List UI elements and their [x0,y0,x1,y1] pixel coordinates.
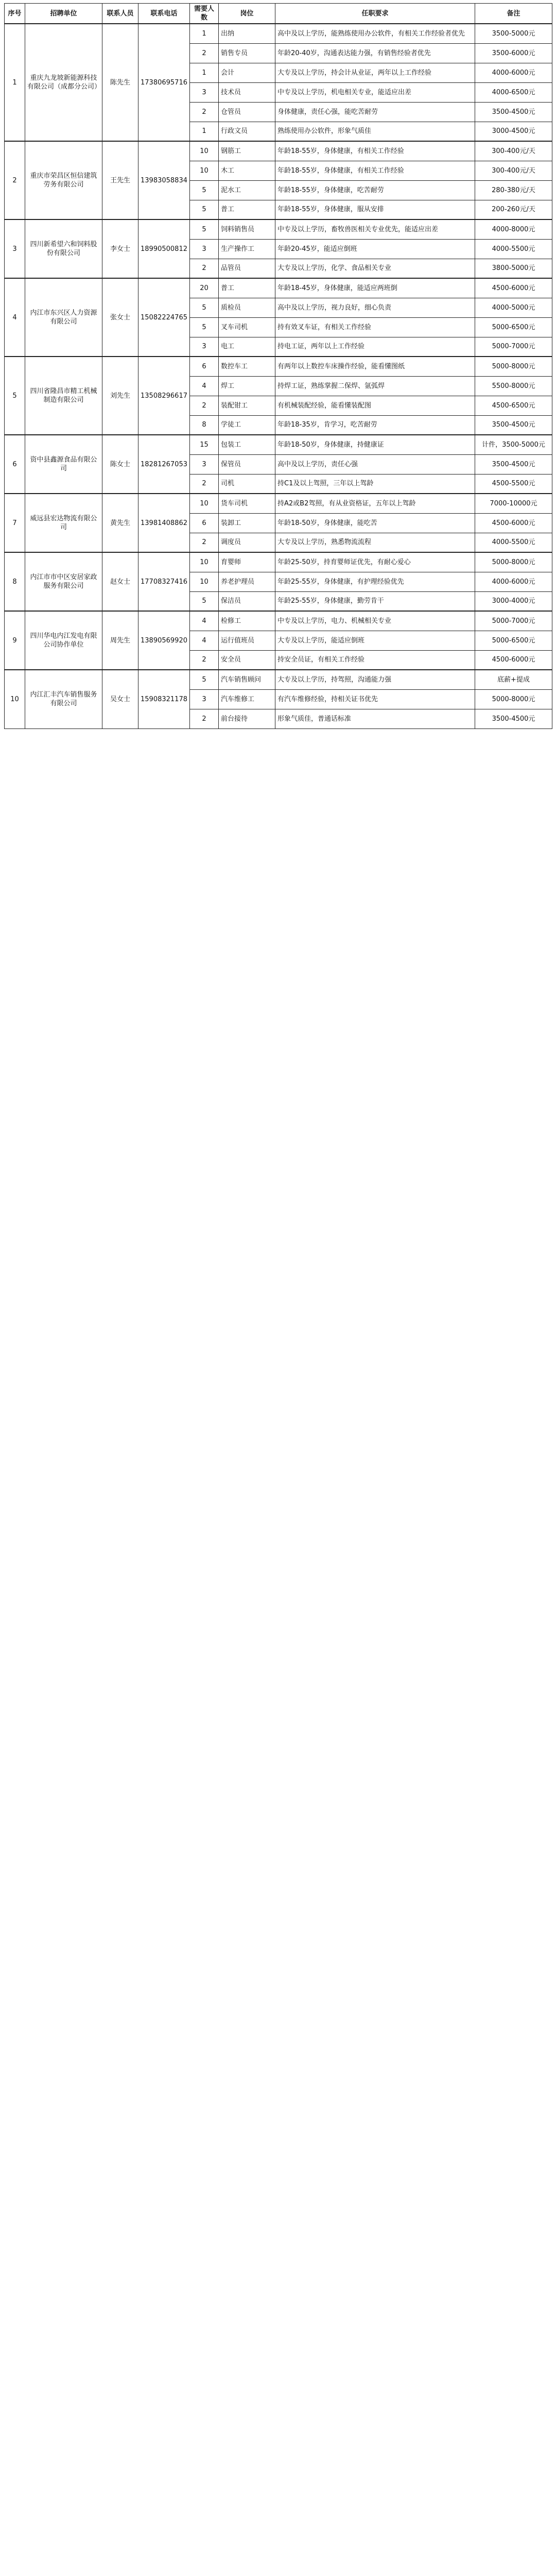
job-requirements: 有两年以上数控车床操作经验，能看懂图纸 [275,357,475,376]
job-requirements: 大专及以上学历，持驾照，沟通能力强 [275,670,475,689]
table-body [5,24,552,728]
job-post: 普工 [219,200,275,219]
contact-phone: 13890569920 [138,611,190,670]
table-row [5,141,552,161]
job-post: 泥水工 [219,180,275,200]
job-post: 饲料销售员 [219,219,275,239]
job-requirements: 年龄25-55岁，身体健康，有护理经验优先 [275,572,475,591]
unit-number: 3 [5,219,25,278]
job-post: 运行值班员 [219,631,275,650]
job-note: 计件，3500-5000元 [475,435,552,454]
job-post: 保管员 [219,454,275,474]
job-note: 4500-6000元 [475,278,552,298]
job-note: 3000-4500元 [475,122,552,141]
unit-number: 8 [5,552,25,611]
job-count: 2 [190,474,219,494]
job-requirements: 高中及以上学历，能熟练使用办公软件，有相关工作经验者优先 [275,24,475,43]
contact-person: 李女士 [102,219,138,278]
job-requirements: 年龄20-40岁，沟通表达能力强，有销售经验者优先 [275,43,475,63]
job-note: 3500-4500元 [475,415,552,435]
job-requirements: 熟练使用办公软件，形象气质佳 [275,122,475,141]
contact-person: 陈先生 [102,24,138,141]
contact-person: 周先生 [102,611,138,670]
contact-person: 黄先生 [102,494,138,552]
job-count: 2 [190,533,219,552]
job-count: 3 [190,82,219,102]
job-count: 2 [190,259,219,278]
job-count: 5 [190,180,219,200]
job-note: 4500-6000元 [475,650,552,670]
job-requirements: 年龄18-50岁，身体健康，能吃苦 [275,513,475,533]
job-note: 5000-6500元 [475,631,552,650]
job-note: 3500-6000元 [475,43,552,63]
job-post: 叉车司机 [219,317,275,337]
job-requirements: 年龄18-55岁，身体健康，有相关工作经验 [275,141,475,161]
job-requirements: 年龄25-50岁，持育婴师证优先，有耐心爱心 [275,552,475,572]
job-requirements: 持安全员证，有相关工作经验 [275,650,475,670]
job-count: 1 [190,63,219,82]
table-row [5,670,552,689]
job-count: 3 [190,689,219,709]
contact-phone: 18281267053 [138,435,190,494]
job-count: 3 [190,239,219,259]
unit-name: 四川省隆昌市精工机械制造有限公司 [25,357,102,435]
job-note: 5500-8000元 [475,376,552,396]
unit-name: 重庆九龙坡新能源科技有限公司（成都分公司） [25,24,102,141]
job-requirements: 持A2或B2驾照，有从业资格证，五年以上驾龄 [275,494,475,513]
header-phone: 联系电话 [138,4,190,24]
job-count: 3 [190,454,219,474]
table-row [5,24,552,43]
contact-person: 陈女士 [102,435,138,494]
job-note: 4500-6000元 [475,513,552,533]
job-requirements: 年龄18-45岁，身体健康，能适应两班倒 [275,278,475,298]
job-note: 4000-5500元 [475,239,552,259]
unit-number: 2 [5,141,25,219]
job-post: 销售专员 [219,43,275,63]
job-post: 技术员 [219,82,275,102]
job-post: 品管员 [219,259,275,278]
job-requirements: 大专及以上学历，熟悉物流流程 [275,533,475,552]
job-post: 装卸工 [219,513,275,533]
job-count: 4 [190,376,219,396]
contact-person: 张女士 [102,278,138,357]
job-count: 5 [190,200,219,219]
job-requirements: 高中及以上学历，视力良好，细心负责 [275,298,475,317]
job-count: 6 [190,357,219,376]
job-note: 200-260元/天 [475,200,552,219]
table-header [5,4,552,24]
job-post: 汽车维修工 [219,689,275,709]
unit-number: 7 [5,494,25,552]
header-note: 备注 [475,4,552,24]
job-requirements: 持焊工证，熟练掌握二保焊、氩弧焊 [275,376,475,396]
job-note: 3500-4500元 [475,709,552,728]
job-count: 6 [190,513,219,533]
unit-name: 四川华电内江发电有限公司协作单位 [25,611,102,670]
job-note: 3500-4500元 [475,102,552,122]
header-count: 需要人数 [190,4,219,24]
job-requirements: 年龄18-55岁，身体健康，吃苦耐劳 [275,180,475,200]
job-requirements: 高中及以上学历，责任心强 [275,454,475,474]
unit-number: 1 [5,24,25,141]
unit-name: 内江市市中区安居家政服务有限公司 [25,552,102,611]
job-post: 安全员 [219,650,275,670]
job-requirements: 大专及以上学历，化学、食品相关专业 [275,259,475,278]
job-count: 2 [190,396,219,415]
unit-name: 四川新希望六和饲料股份有限公司 [25,219,102,278]
job-note: 4000-8000元 [475,219,552,239]
job-count: 2 [190,650,219,670]
job-count: 1 [190,122,219,141]
unit-number: 9 [5,611,25,670]
header-unit: 招聘单位 [25,4,102,24]
job-count: 10 [190,161,219,180]
job-note: 5000-8000元 [475,357,552,376]
unit-number: 10 [5,670,25,728]
job-requirements: 有汽车维修经验，持相关证书优先 [275,689,475,709]
table-row [5,435,552,454]
unit-name: 威远县宏达物流有限公司 [25,494,102,552]
table-row [5,552,552,572]
header-post: 岗位 [219,4,275,24]
job-note: 3800-5000元 [475,259,552,278]
job-post: 行政文员 [219,122,275,141]
job-note: 280-380元/天 [475,180,552,200]
job-requirements: 年龄18-50岁，身体健康，持健康证 [275,435,475,454]
job-post: 包装工 [219,435,275,454]
job-post: 检修工 [219,611,275,631]
contact-person: 刘先生 [102,357,138,435]
job-requirements: 大专及以上学历，持会计从业证，两年以上工作经验 [275,63,475,82]
job-requirements: 身体健康，责任心强，能吃苦耐劳 [275,102,475,122]
job-post: 焊工 [219,376,275,396]
job-count: 5 [190,219,219,239]
job-count: 2 [190,709,219,728]
unit-name: 重庆市荣昌区恒信建筑劳务有限公司 [25,141,102,219]
job-note: 4500-5500元 [475,474,552,494]
job-post: 调度员 [219,533,275,552]
job-note: 300-400元/天 [475,141,552,161]
job-count: 20 [190,278,219,298]
job-count: 5 [190,298,219,317]
job-post: 仓管员 [219,102,275,122]
table-row [5,357,552,376]
job-requirements: 持电工证，两年以上工作经验 [275,337,475,357]
job-post: 养老护理员 [219,572,275,591]
job-post: 汽车销售顾问 [219,670,275,689]
contact-person: 吴女士 [102,670,138,728]
job-requirements: 年龄20-45岁，能适应倒班 [275,239,475,259]
job-count: 10 [190,552,219,572]
contact-person: 赵女士 [102,552,138,611]
unit-number: 4 [5,278,25,357]
job-post: 质检员 [219,298,275,317]
job-note: 5000-8000元 [475,552,552,572]
unit-name: 资中县鑫源食品有限公司 [25,435,102,494]
job-post: 保洁员 [219,591,275,611]
job-count: 4 [190,611,219,631]
contact-phone: 13508296617 [138,357,190,435]
job-requirements: 形象气质佳，普通话标准 [275,709,475,728]
contact-phone: 17708327416 [138,552,190,611]
contact-person: 王先生 [102,141,138,219]
table-row [5,611,552,631]
job-post: 生产操作工 [219,239,275,259]
job-post: 钢筋工 [219,141,275,161]
job-note: 4500-6500元 [475,396,552,415]
job-note: 3500-4500元 [475,454,552,474]
job-post: 出纳 [219,24,275,43]
job-requirements: 年龄18-55岁，身体健康，有相关工作经验 [275,161,475,180]
job-count: 3 [190,337,219,357]
contact-phone: 15908321178 [138,670,190,728]
header-no: 序号 [5,4,25,24]
job-requirements: 大专及以上学历，能适应倒班 [275,631,475,650]
contact-phone: 18990500812 [138,219,190,278]
job-note: 4000-6500元 [475,82,552,102]
job-count: 10 [190,141,219,161]
job-post: 货车司机 [219,494,275,513]
contact-phone: 15082224765 [138,278,190,357]
job-note: 4000-6000元 [475,63,552,82]
job-post: 司机 [219,474,275,494]
job-requirements: 年龄18-35岁，肯学习，吃苦耐劳 [275,415,475,435]
job-count: 8 [190,415,219,435]
job-count: 2 [190,43,219,63]
job-count: 10 [190,494,219,513]
job-post: 学徒工 [219,415,275,435]
job-note: 底薪+提成 [475,670,552,689]
job-note: 300-400元/天 [475,161,552,180]
unit-number: 6 [5,435,25,494]
job-count: 5 [190,670,219,689]
job-post: 前台接待 [219,709,275,728]
job-note: 7000-10000元 [475,494,552,513]
job-note: 3500-5000元 [475,24,552,43]
job-note: 4000-6000元 [475,572,552,591]
job-post: 装配钳工 [219,396,275,415]
header-requirements: 任职要求 [275,4,475,24]
job-count: 5 [190,317,219,337]
unit-name: 内江汇丰汽车销售服务有限公司 [25,670,102,728]
job-note: 5000-6500元 [475,317,552,337]
job-requirements: 年龄18-55岁，身体健康，服从安排 [275,200,475,219]
job-count: 10 [190,572,219,591]
job-note: 5000-7000元 [475,611,552,631]
job-post: 会计 [219,63,275,82]
job-requirements: 持C1及以上驾照，三年以上驾龄 [275,474,475,494]
job-note: 4000-5000元 [475,298,552,317]
recruitment-table [4,3,552,729]
job-post: 木工 [219,161,275,180]
job-note: 4000-5500元 [475,533,552,552]
job-post: 电工 [219,337,275,357]
job-requirements: 中专及以上学历，电力、机械相关专业 [275,611,475,631]
job-count: 5 [190,591,219,611]
job-requirements: 中专及以上学历，畜牧兽医相关专业优先，能适应出差 [275,219,475,239]
job-count: 2 [190,102,219,122]
unit-name: 内江市东兴区人力资源有限公司 [25,278,102,357]
contact-phone: 17380695716 [138,24,190,141]
job-requirements: 有机械装配经验，能看懂装配图 [275,396,475,415]
table-row [5,219,552,239]
job-post: 数控车工 [219,357,275,376]
job-count: 15 [190,435,219,454]
job-requirements: 中专及以上学历，机电相关专业，能适应出差 [275,82,475,102]
job-note: 3000-4000元 [475,591,552,611]
job-post: 普工 [219,278,275,298]
job-note: 5000-8000元 [475,689,552,709]
job-count: 4 [190,631,219,650]
unit-number: 5 [5,357,25,435]
table-row [5,278,552,298]
job-count: 1 [190,24,219,43]
job-post: 育婴师 [219,552,275,572]
contact-phone: 13983058834 [138,141,190,219]
header-contact: 联系人员 [102,4,138,24]
table-row [5,494,552,513]
job-note: 5000-7000元 [475,337,552,357]
job-requirements: 持有效叉车证，有相关工作经验 [275,317,475,337]
contact-phone: 13981408862 [138,494,190,552]
job-requirements: 年龄25-55岁，身体健康，勤劳肯干 [275,591,475,611]
